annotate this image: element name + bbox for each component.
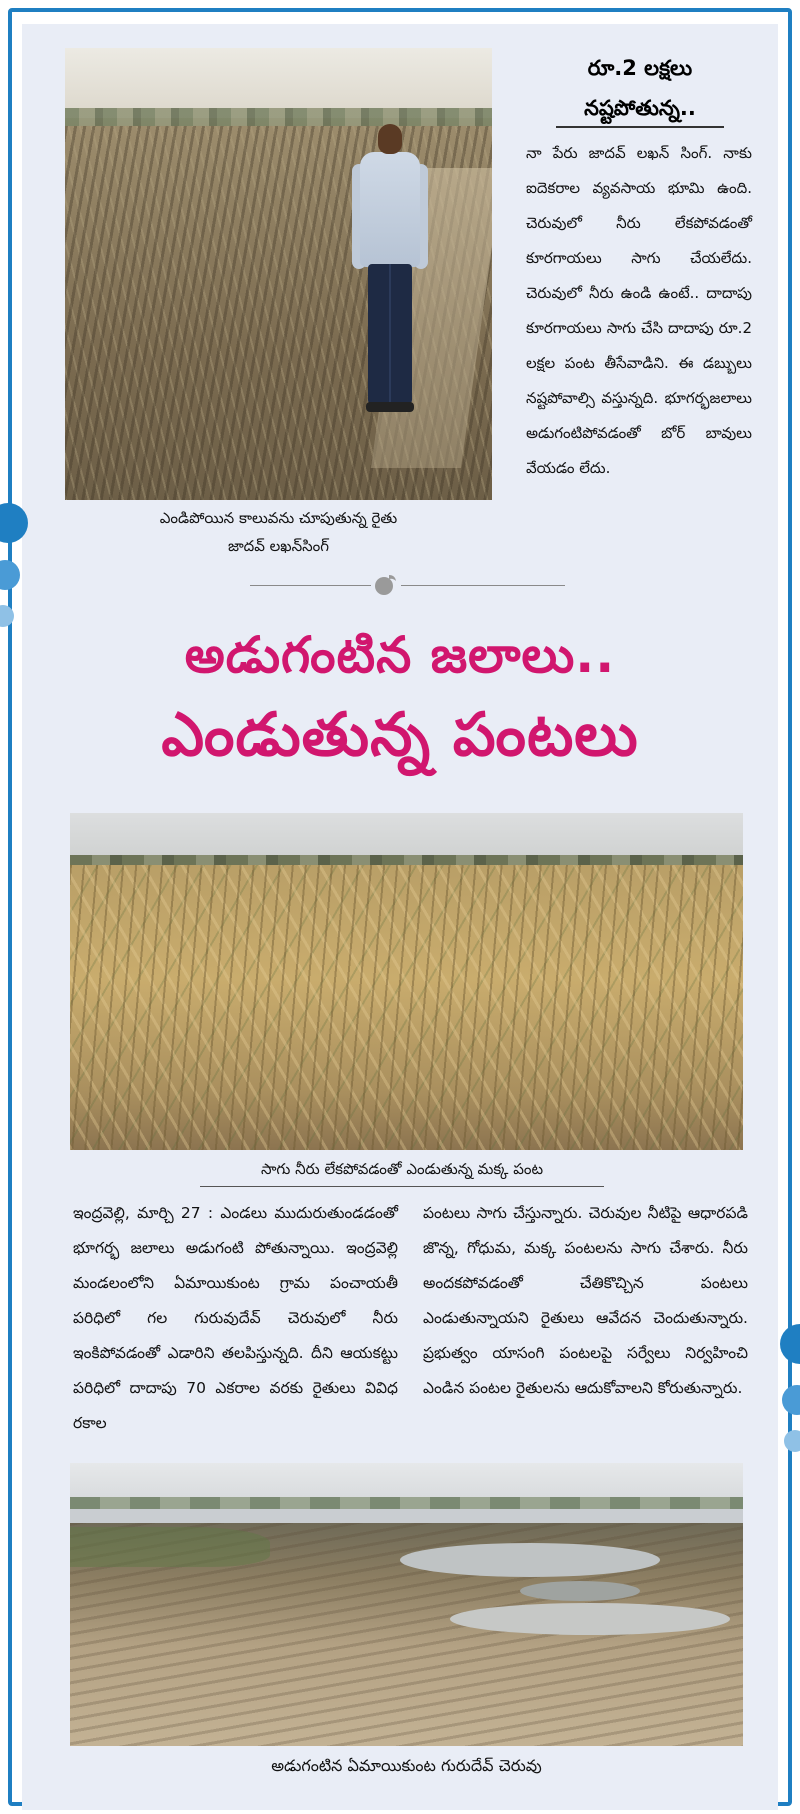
headline-line-1: అడుగంటిన జలాలు..: [184, 626, 616, 684]
farmer-shoes: [366, 402, 414, 412]
pond-photo-caption: అడుగంటిన ఏమాయికుంట గురుదేవ్ చెరువు: [271, 1756, 542, 1775]
caption-line-2: జాదవ్ లఖన్‌సింగ్: [227, 537, 330, 555]
farmer-photo-caption: [65, 504, 492, 560]
maize-photo-caption: సాగు నీరు లేకపోవడంతో ఎండుతున్న మక్క పంట: [200, 1152, 604, 1187]
maize-crop-photo: [70, 813, 743, 1150]
photo-puddle: [450, 1603, 730, 1635]
article-text-right: పంటలు సాగు చేస్తున్నారు. చెరువుల నీటిపై ఆధారపడి జొన్న, గోధుమ, మక్క పంటలను సాగు చేశారు. నీరు అందకపోవడంతో చేతికొచ్చిన పంటలు ఎండుతున్నాయని రైతులు ఆవేదన చెందుతున్నారు. ప్రభుత్వం యాసంగి పంటలపై సర్వేలు నిర్వహించి ఎండిన పంటల రైతులను ఆదుకోవాలని కోరుతున్నారు.: [423, 1204, 748, 1397]
side-note-text: నా పేరు జాదవ్ లఖన్ సింగ్. నాకు ఐదెకరాల వ్యవసాయ భూమి ఉంది. చెరువులో నీరు లేకపోవడంతో కూరగాయలు సాగు చేయలేదు. చెరువులో నీరు ఉండి ఉంటే.. దాదాపు కూరగాయలు సాగు చేసి దాదాపు రూ.2 లక్షల పంట తీసేవాడిని. ఈ డబ్బులు నష్టపోవాల్సి వస్తున్నది. భూగర్భజలాలు అడుగంటిపోవడంతో బోర్ బావులు వేయడం లేదు.: [526, 144, 752, 477]
right-tab-dot-small: [784, 1430, 800, 1452]
photo-sky: [70, 813, 743, 861]
photo-dry-maize-stalks: [70, 865, 743, 1150]
side-note-title-line-1: రూ.2 లక్షలు: [587, 56, 693, 80]
side-note-title: [536, 48, 744, 128]
side-note-body: [526, 136, 752, 486]
article-text-left: ఇంద్రవెల్లి, మార్చి 27 : ఎండలు ముదురుతుండడంతో భూగర్భ జలాలు అడుగంటి పోతున్నాయి. ఇంద్రవెల్లి మండలంలోని ఏమాయికుంట గ్రామ పంచాయతీ పరిధిలో గల గురువుదేవ్ చెరువులో నీరు ఇంకిపోవడంతో ఎడారిని తలపిస్తున్నది. దీని ఆయకట్టు పరిధిలో దాదాపు 70 ఎకరాల వరకు రైతులు వివిధ రకాల: [73, 1204, 398, 1432]
caption-line-1: ఎండిపోయిన కాలువను చూపుతున్న రైతు: [159, 509, 398, 527]
photo-green-patch: [70, 1527, 270, 1567]
photo-puddle: [400, 1543, 660, 1577]
article-column-left: [73, 1196, 398, 1441]
quote-mark-icon: [371, 569, 401, 599]
farmer-head: [378, 124, 402, 154]
side-note-title-line-2: నష్టపోతున్న..: [584, 96, 696, 120]
farmer-figure: [350, 124, 430, 424]
farmer-photo: [65, 48, 492, 500]
farmer-pants: [368, 264, 412, 404]
photo-puddle-dark: [520, 1581, 640, 1601]
section-divider: [250, 585, 565, 586]
headline: [40, 620, 760, 780]
side-note-rule: [556, 126, 724, 128]
article-column-right: [423, 1196, 748, 1406]
farmer-shirt: [360, 152, 420, 267]
headline-line-2: ఎండుతున్న పంటలు: [161, 700, 639, 770]
dry-pond-photo: [70, 1463, 743, 1746]
